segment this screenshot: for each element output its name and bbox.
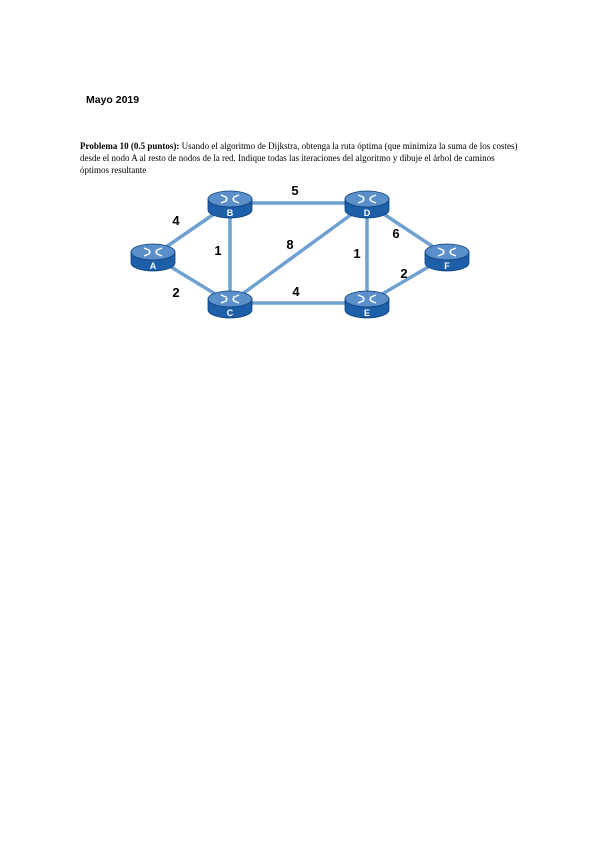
node-label-c: C (226, 308, 234, 318)
node-label-e: E (363, 308, 371, 318)
weight-b-c: 1 (214, 243, 222, 258)
node-label-f: F (444, 261, 450, 271)
router-node-c (208, 291, 252, 318)
weight-b-d: 5 (291, 183, 299, 198)
weight-c-d: 8 (286, 237, 294, 252)
weight-c-e: 4 (292, 284, 300, 299)
weight-e-f: 2 (400, 266, 408, 281)
weight-a-b: 4 (172, 213, 180, 228)
router-node-b (208, 191, 252, 218)
weight-d-e: 1 (353, 246, 361, 261)
node-label-d: D (363, 208, 371, 218)
weight-a-c: 2 (172, 285, 180, 300)
problem-text: Usando el algoritmo de Dijkstra, obtenga la ruta óptima (que minimiza la suma de los costes) desde el nodo A al resto de nodos de la red. Indique todas las iteraciones del algoritmo y dibuje el árbol de caminos óptimos resultante (80, 141, 518, 175)
node-label-b: B (226, 208, 234, 218)
router-node-a (131, 244, 175, 271)
router-node-f (425, 244, 469, 271)
router-node-d (345, 191, 389, 218)
node-label-a: A (149, 261, 157, 271)
router-node-e (345, 291, 389, 318)
exam-date: Mayo 2019 (86, 94, 140, 106)
weight-d-f: 6 (392, 226, 400, 241)
problem-title: Problema 10 (0.5 puntos): (80, 141, 180, 151)
